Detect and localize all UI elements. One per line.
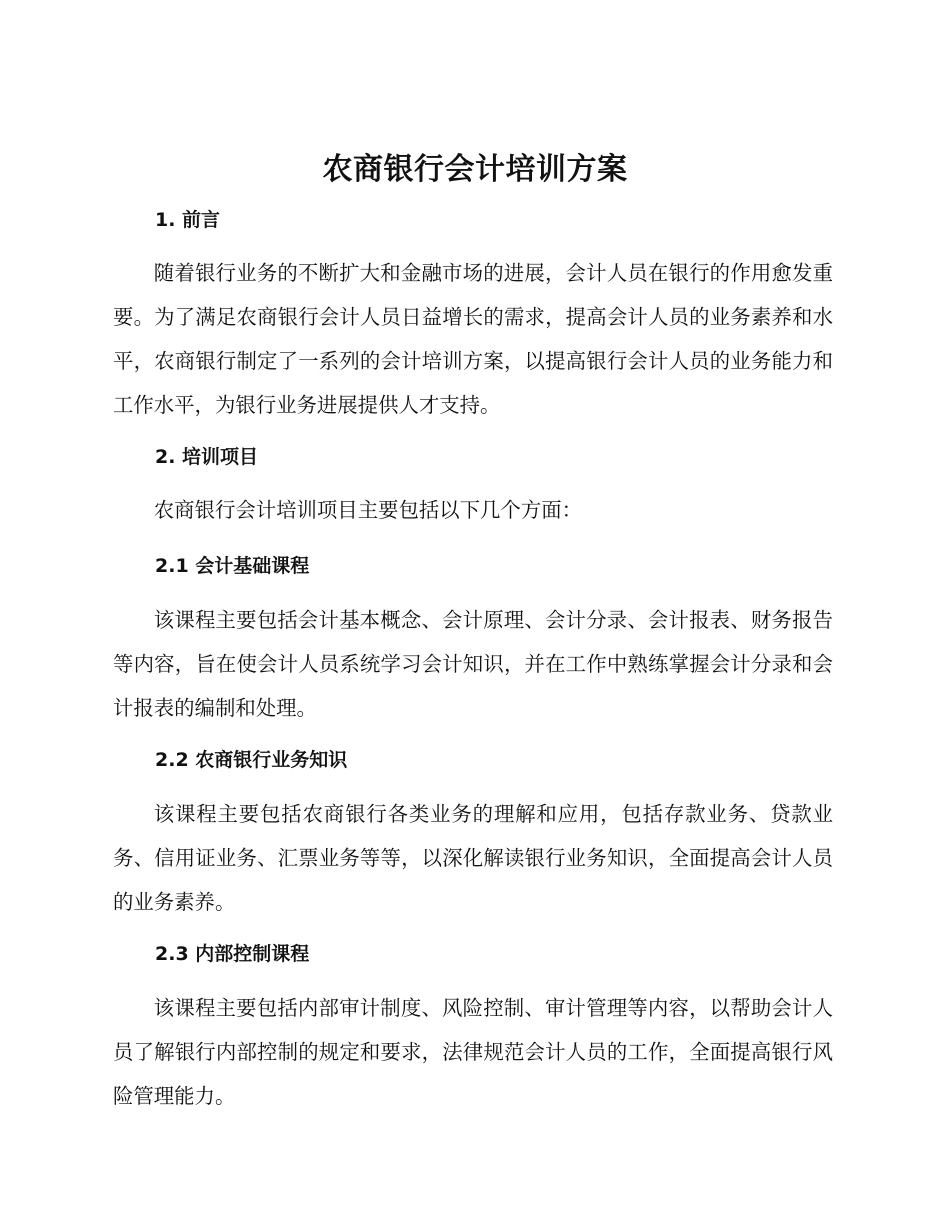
section-paragraph-preface: 随着银行业务的不断扩大和金融市场的进展，会计人员在银行的作用愈发重要。为了满足农商银行会计人员日益增长的需求，提高会计人员的业务素养和水平，农商银行制定了一系列的会计培训方案，以提高银行会计人员的业务能力和工作水平，为银行业务进展提供人才支持。: [113, 261, 833, 417]
section-heading-bank-business: 2.2 农商银行业务知识: [155, 749, 348, 771]
section-paragraph-training-items: 农商银行会计培训项目主要包括以下几个方面：: [153, 498, 582, 522]
section-heading-training-items: 2. 培训项目: [155, 446, 259, 468]
section-heading-preface: 1. 前言: [155, 209, 221, 231]
section-paragraph-internal-control: 该课程主要包括内部审计制度、风险控制、审计管理等内容，以帮助会计人员了解银行内部控制的规定和要求，法律规范会计人员的工作，全面提高银行风险管理能力。: [113, 996, 833, 1108]
document-title: 农商银行会计培训方案: [322, 152, 628, 187]
section-paragraph-bank-business: 该课程主要包括农商银行各类业务的理解和应用，包括存款业务、贷款业务、信用证业务、汇票业务等等，以深化解读银行业务知识，全面提高会计人员的业务素养。: [113, 802, 833, 914]
section-heading-internal-control: 2.3 内部控制课程: [155, 943, 310, 965]
section-heading-accounting-basics: 2.1 会计基础课程: [155, 555, 310, 577]
section-paragraph-accounting-basics: 该课程主要包括会计基本概念、会计原理、会计分录、会计报表、财务报告等内容，旨在使会计人员系统学习会计知识，并在工作中熟练掌握会计分录和会计报表的编制和处理。: [113, 608, 833, 720]
